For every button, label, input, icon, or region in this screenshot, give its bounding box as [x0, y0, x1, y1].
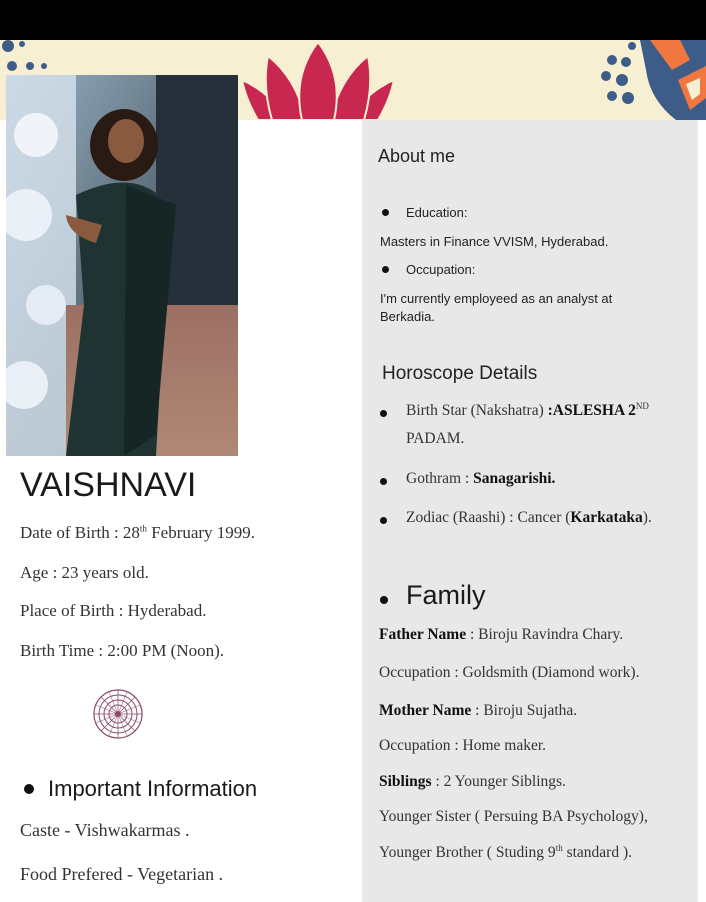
- bullet-icon: [380, 517, 387, 524]
- gothram: Gothram : Sanagarishi.: [406, 470, 556, 487]
- place-of-birth: Place of Birth : Hyderabad.: [20, 601, 207, 620]
- mandala-icon: [92, 688, 144, 740]
- important-info-heading: Important Information: [48, 776, 258, 801]
- occupation-label: Occupation:: [406, 262, 476, 277]
- candidate-name: VAISHNAVI: [20, 466, 197, 504]
- bullet-icon: [380, 596, 388, 604]
- about-heading: About me: [378, 146, 456, 166]
- horoscope-heading: Horoscope Details: [382, 363, 538, 384]
- family-heading: Family: [406, 580, 486, 610]
- lotus-icon: [242, 42, 394, 120]
- mother-occupation: Occupation : Home maker.: [379, 737, 547, 754]
- profile-photo: [6, 75, 238, 456]
- birth-star: Birth Star (Nakshatra) :ASLESHA 2ND: [406, 400, 649, 419]
- zodiac: Zodiac (Raashi) : Cancer (Karkataka).: [406, 509, 652, 526]
- bullet-icon: [380, 410, 387, 417]
- date-of-birth: Date of Birth : 28th February 1999.: [20, 523, 256, 542]
- education-label: Education:: [406, 205, 468, 220]
- education-value: Masters in Finance VVISM, Hyderabad.: [380, 234, 609, 249]
- birth-star-line-2: PADAM.: [406, 430, 465, 447]
- occupation-value-line-1: I'm currently employeed as an analyst at: [380, 291, 613, 306]
- father-name: Father Name : Biroju Ravindra Chary.: [379, 626, 624, 643]
- younger-sister: Younger Sister ( Persuing BA Psychology),: [379, 808, 648, 825]
- profile-photo-illustration: [6, 75, 238, 456]
- top-bar: [0, 0, 706, 40]
- siblings: Siblings : 2 Younger Siblings.: [379, 773, 566, 790]
- bullet-icon: [380, 478, 387, 485]
- bullet-icon: [382, 266, 389, 273]
- father-occupation: Occupation : Goldsmith (Diamond work).: [379, 664, 640, 681]
- caste: Caste - Vishwakarmas .: [20, 820, 190, 840]
- younger-brother: Younger Brother ( Studing 9th standard ).: [379, 842, 632, 861]
- bullet-icon: [24, 784, 34, 794]
- age: Age : 23 years old.: [20, 563, 149, 582]
- bullet-icon: [382, 209, 389, 216]
- occupation-value-line-2: Berkadia.: [380, 309, 435, 324]
- birth-time: Birth Time : 2:00 PM (Noon).: [20, 641, 225, 660]
- food-preference: Food Prefered - Vegetarian .: [20, 864, 224, 884]
- mother-name: Mother Name : Biroju Sujatha.: [379, 702, 578, 719]
